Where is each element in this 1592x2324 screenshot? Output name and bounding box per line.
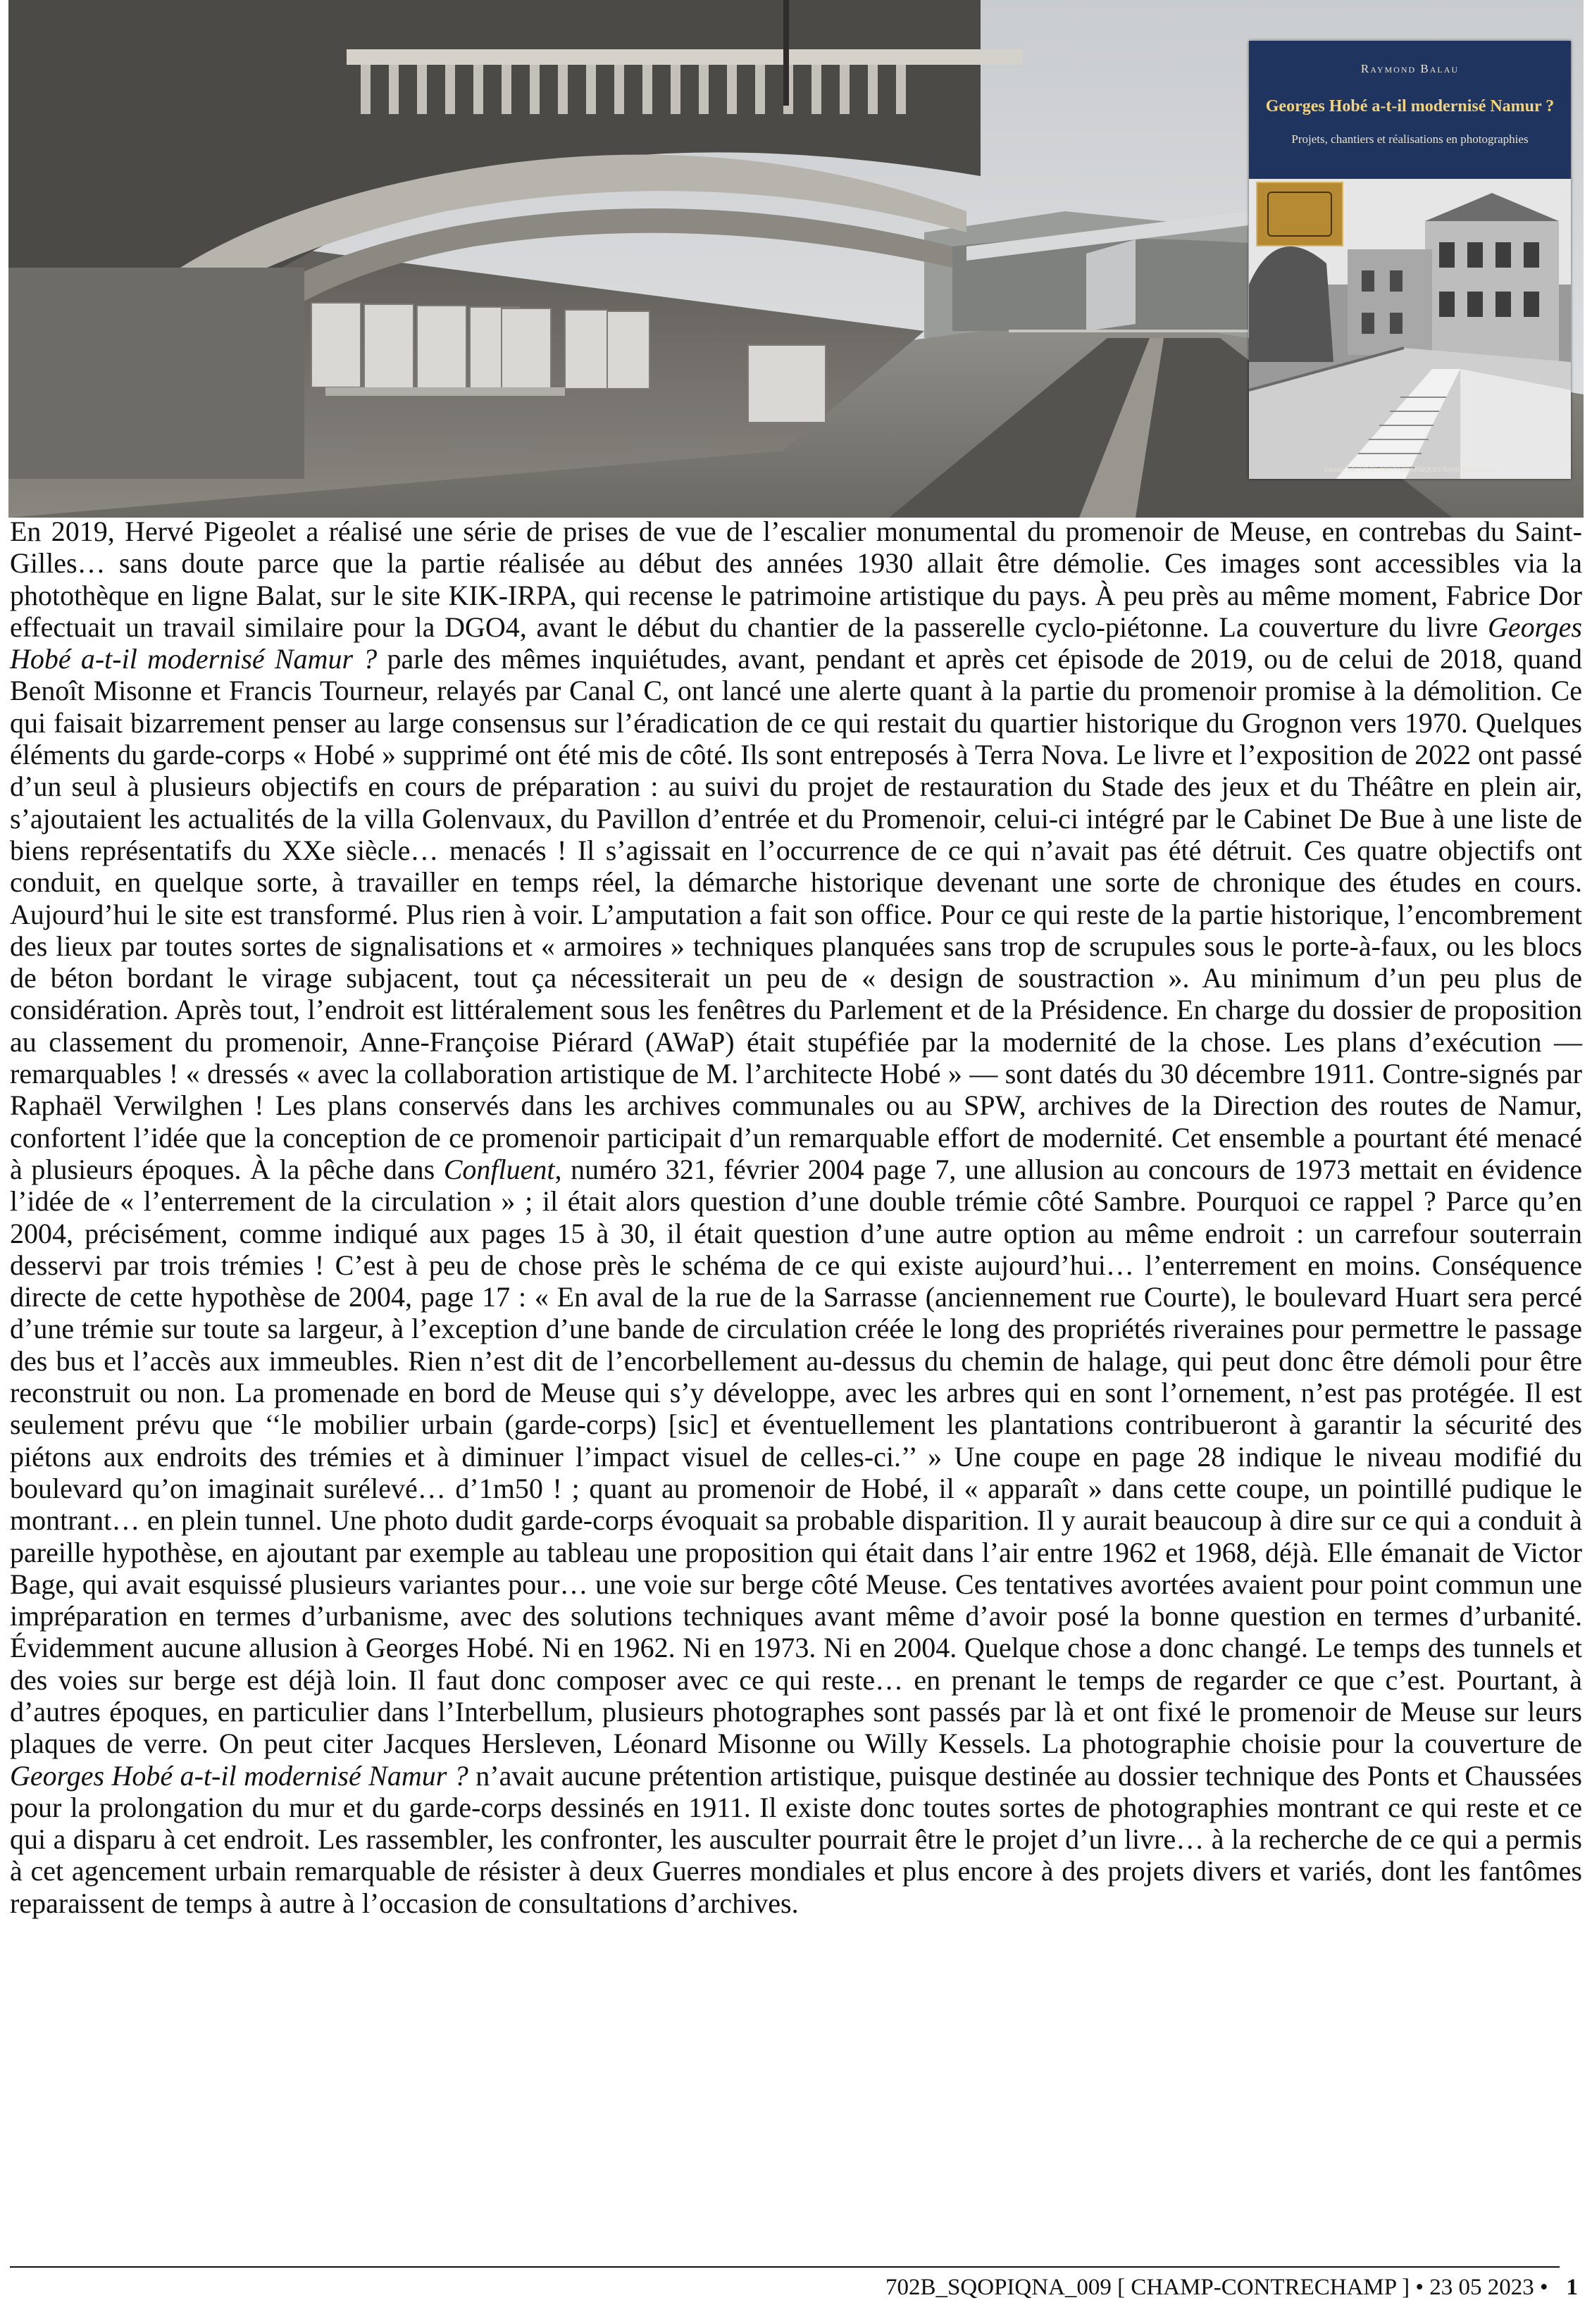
hobe-logo-frame — [1267, 192, 1332, 237]
book-cover — [1249, 41, 1571, 479]
journal-title-reference: Confluent — [443, 1153, 555, 1185]
article-text-1: En 2019, Hervé Pigeolet a réalisé une série de prises de vue de l’escalier monumental du promenoir de Meuse, en contrebas du Saint-Gilles… sans doute parce que la partie réalisée au début des années 1930 allait être démolie. Ces images sont accessibles via la photothèque en ligne Balat, sur le site KIK-IRPA, qui recense le patrimoine artistique du pays. À peu près au même moment, Fabrice Dor effectuait un travail similaire pour la DGO4, avant le début du chantier de la passerelle cyclo-piétonne. La couverture du livre — [10, 516, 1582, 643]
article-text-2: parle des mêmes inquiétudes, avant, pendant et après cet épisode de 2019, ou de celui de 2018, quand Benoît Misonne et Francis Tourneur, relayés par Canal C, ont lancé une alerte quant à la partie du promenoir promise à la démolition. Ce qui faisait bizarrement penser au large consensus sur l’éradication de ce qui restait du quartier historique du Grognon vers 1970. Quelques éléments du garde-corps « Hobé » supprimé ont été mis de côté. Ils sont entreposés à Terra Nova. Le livre et l’exposition de 2022 ont passé d’un seul à plusieurs objectifs en cours de préparation : au suivi du projet de restauration du Stade des jeux et du Théâtre en plein air, s’ajoutaient les actualités de la villa Golenvaux, du Pavillon d’entrée et du Promenoir, celui-ci intégré par le Cabinet De Bue à une liste de biens représentatifs du XXe siècle… menacés ! Il s’agissait en l’occurrence de ce qui n’avait pas été détruit. Ces quatre objectifs ont conduit, en quelque sorte, à travailler en temps réel, la démarche historique devenant une sorte de chronique des études en cours. Aujourd’hui le site est transformé. Plus rien à voir. L’amputation a fait son office. Pour ce qui reste de la partie historique, l’encombrement des lieux par toutes sortes de signalisations et « armoires » techniques planquées sans trop de scrupules sous le porte-à-faux, ou les blocs de béton bordant le virage subjacent, tout ça nécessiterait un peu de « design de soustraction ». Au minimum d’un peu plus de considération. Après tout, l’endroit est littéralement sous les fenêtres du Parlement et de la Présidence. En charge du dossier de proposition au classement du promenoir, Anne-Françoise Piérard (AWaP) était stupéfiée par la modernité de la chose. Les plans d’exécution — remarquables ! « dressés « avec la collaboration artistique de M. l’architecte Hobé » — sont datés du 30 décembre 1911. Contre-signés par Raphaël Verwilghen ! Les plans conservés dans les archives communales ou au SPW, archives de la Direction des routes de Namur, confortent l’idée que la conception de ce promenoir participait d’un remarquable effort de modernité. Cet ensemble a pourtant été menacé à plusieurs époques. À la pêche dans — [10, 643, 1582, 1185]
article-text-3: , numéro 321, février 2004 page 7, une allusion au concours de 1973 mettait en évidence l’idée de « l’enterrement de la circulation » ; il était alors question d’une double trémie côté Sambre. Pourquoi ce rappel ? Parce qu’en 2004, précisément, comme indiqué aux pages 15 à 30, il était question d’une autre option au même endroit : un carrefour souterrain desservi par trois trémies ! C’est à peu de chose près le schéma de ce qui existe aujourd’hui… l’enterrement en moins. Conséquence directe de cette hypothèse de 2004, page 17 : « En aval de la rue de la Sarrasse (anciennement rue Courte), le boulevard Huart sera percé d’une trémie sur toute sa largeur, à l’exception d’une bande de circulation créée le long des propriétés riveraines pour permettre le passage des bus et l’accès aux immeubles. Rien n’est dit de l’encorbellement au-dessus du chemin de halage, qui peut donc être démoli pour être reconstruit ou non. La promenade en bord de Meuse qui s’y développe, avec les arbres qui en sont l’ornement, n’est pas protégée. Il est seulement prévu que ‘‘le mobilier urbain (garde-corps) [sic] et éventuellement les plantations contribueront à garantir la sécurité des piétons aux endroits des trémies et à diminuer l’impact visuel de celles-ci.’’ » Une coupe en page 28 indique le niveau modifié du boulevard qu’on imaginait surélevé… d’1m50 ! ; quant au promenoir de Hobé, il « apparaît » dans cette coupe, un pointillé pudique le montrant… en plein tunnel. Une photo dudit garde-corps évoquait sa probable disparition. Il y aurait beaucoup à dire sur ce qui a conduit à pareille hypothèse, en ajoutant par exemple au tableau une proposition qui était dans l’air entre 1962 et 1968, déjà. Elle émanait de Victor Bage, qui avait esquissé plusieurs variantes pour… une voie sur berge côté Meuse. Ces tentatives avortées avaient pour point commun une impréparation en termes d’urbanisme, avec des solutions techniques avant même d’avoir posé la bonne question en termes d’urbanité. Évidemment aucune allusion à Georges Hobé. Ni en 1962. Ni en 1973. Ni en 2004. Quelque chose a donc changé. Le temps des tunnels et des voies sur berge est déjà loin. Il faut donc composer avec ce qui reste… en prenant le temps de regarder ce que c’est. Pourtant, à d’autres époques, en particulier dans l’Interbellum, plusieurs photographes sont passés par là et ont fixé le promenoir de Meuse sur leurs plaques de verre. On peut citer Jacques Hersleven, Léonard Misonne ou Willy Kessels. La photographie choisie pour la couverture de — [10, 1153, 1582, 1760]
footer-rule — [10, 2266, 1560, 2268]
cover-title: Georges Hobé a-t-il modernisé Namur ? — [1265, 97, 1555, 115]
hobe-logo — [1256, 182, 1343, 246]
article-text-4: n’avait aucune prétention artistique, puisque destinée au dossier technique des Ponts et Chaussées pour la prolongation du mur et du garde-corps dessinés en 1911. Il existe donc toutes sortes de photographies montrant ce qui reste et ce qui a disparu à cet endroit. Les rassembler, les confronter, les ausculter pourrait être le projet d’un livre… à la recherche de ce qui a permis à cet agencement urbain remarquable de résister à deux Guerres mondiales et plus encore à des projets divers et variés, dont les fantômes reparaissent de temps à autre à l’occasion de consultations d’archives. — [10, 1759, 1583, 1919]
article-body — [10, 516, 1582, 1919]
article-paragraph — [10, 516, 1582, 1919]
cover-publisher: Éditions ARCHIVES PHOTOGRAPHIQUES NAMUROISES asbl — [1324, 466, 1496, 473]
book-title-reference-2: Georges Hobé a-t-il modernisé Namur ? — [10, 1759, 468, 1792]
page-number: 1 — [1566, 2275, 1578, 2300]
cover-subtitle: Projets, chantiers et réalisations en photographies — [1291, 132, 1529, 146]
page-footer — [885, 2273, 1578, 2301]
book-title-reference: Georges Hobé a-t-il modernisé Namur ? — [10, 611, 1582, 675]
cover-author: Raymond Balau — [1360, 62, 1460, 75]
footer-reference: 702B_SQOPIQNA_009 [ CHAMP-CONTRECHAMP ] • 23 05 2023 • — [885, 2275, 1548, 2300]
